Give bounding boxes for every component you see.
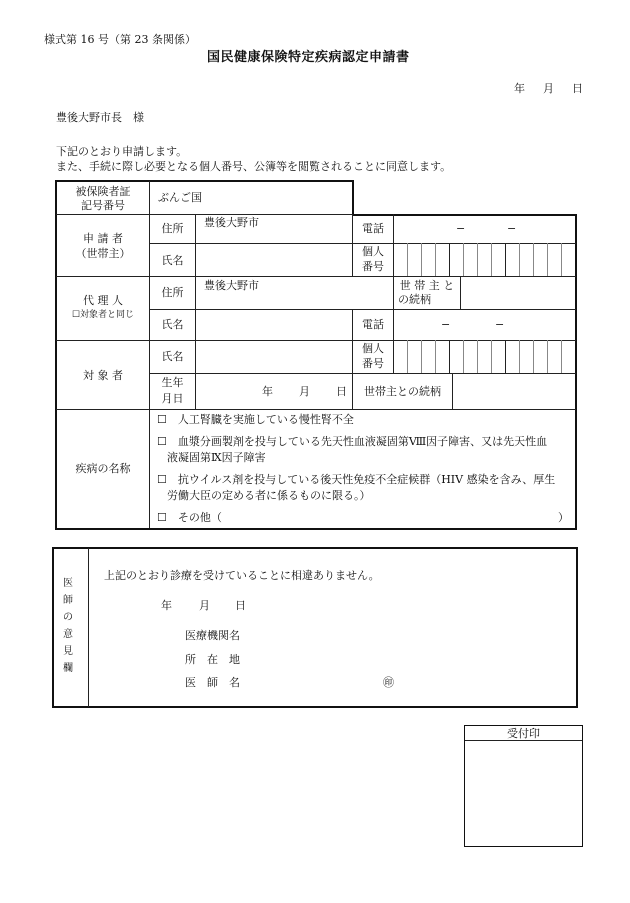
applicant-phone-label: 電話 [362, 222, 384, 235]
page-title: 国民健康保険特定疾病認定申請書 [207, 50, 410, 65]
subject-name-field[interactable] [196, 341, 352, 373]
date-day: 日 [572, 82, 583, 95]
subject-birthdate-field[interactable] [196, 374, 352, 409]
applicant-name-label: 氏名 [161, 254, 184, 267]
subject-birth-day: 日 [336, 385, 347, 398]
applicant-mynumber-label-line1: 個人 [362, 245, 384, 258]
subject-mynumber-field[interactable] [394, 341, 575, 373]
agent-label: 代 理 人 [83, 294, 123, 307]
doctor-statement: 上記のとおり診療を受けていることに相違ありません。 [104, 569, 380, 582]
doctor-date-year: 年 [161, 599, 172, 612]
agent-name-field[interactable] [196, 310, 352, 340]
agent-phone-label: 電話 [362, 318, 384, 331]
disease-option-3-checkbox[interactable]: ☐ 抗ウイルス剤を投与している後天性免疫不全症候群（HIV 感染を含み、厚生 [157, 473, 556, 486]
subject-mynumber-label-line2: 番号 [362, 357, 384, 370]
disease-option-2-checkbox[interactable]: ☐ 血漿分画製剤を投与している先天性血液凝固第Ⅷ因子障害、又は先天性血 [157, 435, 548, 448]
applicant-address-label: 住所 [161, 222, 184, 235]
doctor-date-day: 日 [235, 599, 246, 612]
disease-other-close: ） [558, 511, 569, 524]
doctor-date-month: 月 [199, 599, 210, 612]
medical-institution-label: 医療機関名 [185, 629, 240, 642]
applicant-mynumber-label-line2: 番号 [362, 260, 384, 273]
agent-address-field[interactable]: 豊後大野市 [204, 279, 259, 292]
form-number: 様式第 16 号（第 23 条関係） [44, 33, 196, 46]
disease-option-1-checkbox[interactable]: ☐ 人工腎臓を実施している慢性腎不全 [157, 413, 354, 426]
applicant-address-field[interactable]: 豊後大野市 [204, 216, 259, 229]
insured-label-line1: 被保険者証 [75, 185, 131, 198]
intro-line-1: 下記のとおり申請します。 [56, 145, 188, 158]
applicant-label: 申 請 者 [83, 232, 123, 245]
intro-line-2: また、手続に際し必要となる個人番号、公簿等を閲覧されることに同意します。 [56, 160, 452, 173]
date-month: 月 [543, 82, 554, 95]
subject-birth-month: 月 [299, 385, 310, 398]
applicant-phone-dash-1: − [456, 222, 466, 235]
agent-relation-field[interactable] [461, 277, 575, 309]
agent-relation-label-line2: の続柄 [398, 293, 431, 306]
doctor-name-label: 医 師 名 [185, 676, 240, 689]
addressee: 豊後大野市長 様 [56, 111, 144, 124]
subject-relation-label: 世帯主との続柄 [364, 385, 441, 398]
subject-mynumber-label-line1: 個人 [362, 342, 384, 355]
medical-location-label: 所 在 地 [185, 653, 240, 666]
applicant-name-field[interactable] [196, 244, 352, 276]
disease-label: 疾病の名称 [75, 462, 131, 475]
date-year: 年 [514, 82, 525, 95]
agent-relation-label-line1: 世 帯 主 と [399, 279, 455, 292]
agent-name-label: 氏名 [161, 318, 184, 331]
applicant-phone-dash-2: − [507, 222, 517, 235]
receipt-stamp-label: 受付印 [507, 727, 540, 740]
agent-address-label: 住所 [161, 286, 184, 299]
disease-other-field[interactable] [218, 510, 558, 526]
disease-option-other-checkbox[interactable]: ☐ その他（ [157, 511, 222, 524]
subject-birth-year: 年 [262, 385, 273, 398]
agent-phone-dash-1: − [441, 318, 451, 331]
subject-birth-label-line1: 生年 [161, 376, 184, 389]
subject-relation-field[interactable] [453, 374, 575, 409]
subject-label: 対 象 者 [83, 369, 123, 382]
receipt-stamp-box [464, 725, 583, 847]
insured-label-line2: 記号番号 [81, 199, 125, 212]
subject-name-label: 氏名 [161, 350, 184, 363]
disease-option-3-line2: 労働大臣の定める者に係るものに限る。） [167, 489, 371, 502]
disease-option-2-line2: 液凝固第Ⅸ因子障害 [167, 451, 266, 464]
insured-number-field[interactable]: ぶんご国 [158, 191, 202, 204]
agent-same-as-subject-checkbox[interactable]: ☐対象者と同じ [71, 310, 135, 320]
applicant-mynumber-field[interactable] [394, 244, 575, 276]
agent-phone-dash-2: − [495, 318, 505, 331]
seal-icon: ㊞ [383, 676, 394, 689]
subject-birth-label-line2: 月日 [161, 392, 184, 405]
applicant-sublabel: （世帯主） [75, 247, 131, 260]
application-form-page: 様式第 16 号（第 23 条関係） 国民健康保険特定疾病認定申請書 年 月 日 豊後大野市長 様 下記のとおり申請します。 また、手続に際し必要となる個人番号、公簿等を閲覧されることに同意します。 被保険者証 記号番号 ぶんご国 申 請 者 （世帯主） 住所 豊後大野市 電話 − − 氏名 個人 番号 代 理 人 ☐対象者と同じ 住所 豊後大野市 世 帯 主 と の続柄 氏名 電話 − − 対 象 者 氏名 個人 番号 生年 月日 年 月 日 世帯主との続柄 疾病の名称 ☐ 人工腎臓を実施している慢性腎不全 ☐ 血漿分画製剤を投与している先天性血液凝固第Ⅷ因子障害、又は先天性血 液凝固第Ⅸ因子障害 ☐ 抗ウイルス剤を投与している後天性免疫不全症候群（HIV 感染を含み、厚生 労働大臣の定める者に係るものに限る。） ☐ その他（ ） 医 師 の 意 見 欄 上記のとおり診療を受けていることに相違ありません。 年 月 日 医療機関名 所 在 地 医 師 名 ㊞ 受付印 [0, 0, 630, 903]
